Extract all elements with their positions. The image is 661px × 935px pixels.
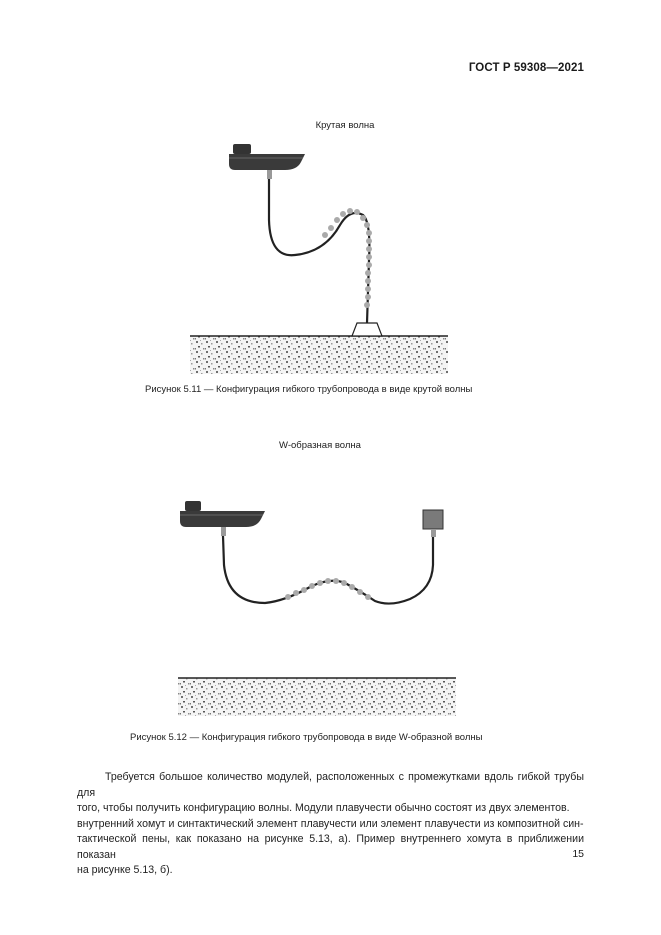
figure-5-11-title: Крутая волна	[315, 120, 375, 131]
figure-5-12-title: W-образная волна	[279, 440, 361, 451]
body-line-5: на рисунке 5.13, б).	[77, 864, 173, 876]
flexible-pipe	[223, 536, 433, 604]
figure-5-12-w-wave-diagram	[170, 495, 465, 725]
seabed	[178, 678, 456, 716]
riser-connector	[267, 170, 272, 179]
buoyancy-modules	[285, 578, 371, 600]
buoyancy-modules	[322, 208, 372, 308]
figure-5-11-steep-wave-diagram	[185, 140, 455, 380]
seabed	[190, 336, 448, 374]
flexible-pipe	[269, 179, 369, 323]
body-line-4: тактической пены, как показано на рисунке 5.13, а). Пример внутреннего хомута в приближении показан	[77, 833, 584, 861]
buoy-connector	[431, 529, 436, 537]
figure-5-11-caption: Рисунок 5.11 — Конфигурация гибкого трубопровода в виде крутой волны	[145, 384, 473, 395]
subsurface-buoy	[423, 510, 443, 529]
riser-base	[352, 323, 382, 336]
body-line-3: внутренний хомут и синтактический элемент плавучести или элемент плавучести из композитной син-	[77, 817, 584, 830]
vessel-icon	[180, 501, 265, 527]
body-line-2: того, чтобы получить конфигурацию волны. Модули плавучести обычно состоят из двух элементов.	[77, 802, 570, 814]
body-line-1: Требуется большое количество модулей, расположенных с промежутками вдоль гибкой трубы для	[77, 771, 584, 799]
vessel-icon	[229, 144, 305, 170]
document-standard-header: ГОСТ Р 59308—2021	[468, 62, 584, 74]
figure-5-12-caption: Рисунок 5.12 — Конфигурация гибкого трубопровода в виде W-образной волны	[130, 732, 483, 743]
page-number: 15	[572, 848, 584, 860]
body-paragraph	[77, 770, 584, 879]
riser-connector	[221, 527, 226, 536]
